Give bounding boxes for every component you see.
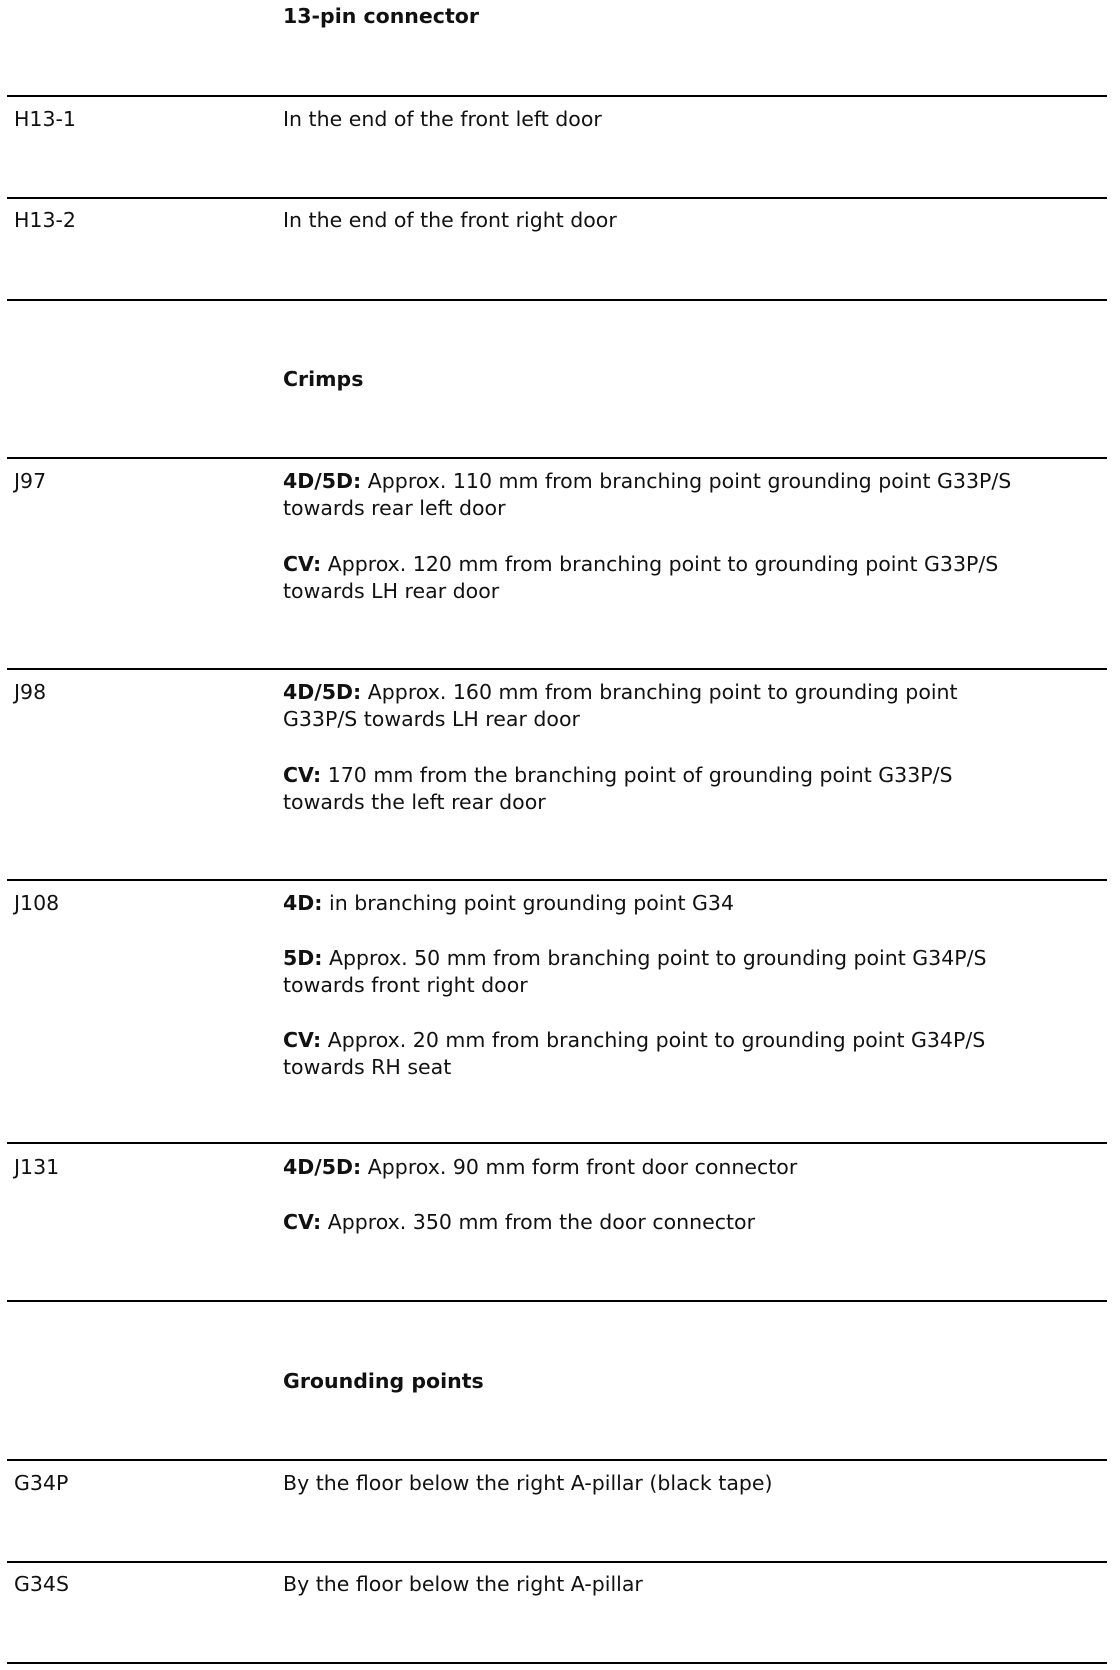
row-entry-j108-5d-cont: towards front right door — [283, 973, 528, 997]
entry-text: Approx. 160 mm from branching point to grounding point — [361, 680, 958, 704]
entry-text: Approx. 90 mm form front door connector — [361, 1155, 798, 1179]
section-heading-13-pin-connector: 13-pin connector — [283, 4, 479, 28]
entry-text: 170 mm from the branching point of grounding point G33P/S — [321, 763, 953, 787]
entry-text: Approx. 110 mm from branching point grounding point G33P/S — [361, 469, 1012, 493]
variant-tag: 4D/5D: — [283, 680, 362, 704]
divider — [7, 1662, 1107, 1664]
row-code-j108: J108 — [14, 891, 60, 915]
row-entry-j97-cv-cont: towards LH rear door — [283, 579, 500, 603]
entry-text: Approx. 20 mm from branching point to grounding point G34P/S — [321, 1028, 986, 1052]
entry-text: Approx. 350 mm from the door connector — [321, 1210, 756, 1234]
row-code-j97: J97 — [14, 469, 47, 493]
divider — [7, 879, 1107, 881]
row-entry-j108-cv-cont: towards RH seat — [283, 1055, 452, 1079]
row-code-j98: J98 — [14, 680, 47, 704]
variant-tag: 4D/5D: — [283, 1155, 362, 1179]
row-entry-j97-4d5d-cont: towards rear left door — [283, 496, 506, 520]
row-code-g34p: G34P — [14, 1471, 69, 1495]
row-code-j131: J131 — [14, 1155, 60, 1179]
row-entry-j98-4d5d — [283, 679, 958, 706]
section-heading-grounding-points: Grounding points — [283, 1369, 484, 1393]
divider — [7, 1459, 1107, 1461]
divider — [7, 299, 1107, 301]
row-entry-j131-4d5d — [283, 1154, 797, 1181]
section-heading-crimps: Crimps — [283, 367, 364, 391]
entry-text: Approx. 120 mm from branching point to grounding point G33P/S — [321, 552, 999, 576]
variant-tag: 4D/5D: — [283, 469, 362, 493]
variant-tag: 5D: — [283, 946, 323, 970]
divider — [7, 1300, 1107, 1302]
row-code-g34s: G34S — [14, 1572, 69, 1596]
row-code-h13-2: H13-2 — [14, 208, 76, 232]
row-entry-j98-cv-cont: towards the left rear door — [283, 790, 546, 814]
variant-tag: CV: — [283, 1210, 322, 1234]
row-description-g34p: By the floor below the right A-pillar (black tape) — [283, 1471, 773, 1495]
row-description-h13-2: In the end of the front right door — [283, 208, 617, 232]
divider — [7, 197, 1107, 199]
divider — [7, 1142, 1107, 1144]
row-description-g34s: By the floor below the right A-pillar — [283, 1572, 643, 1596]
row-entry-j108-cv — [283, 1027, 985, 1054]
variant-tag: CV: — [283, 552, 322, 576]
variant-tag: CV: — [283, 763, 322, 787]
divider — [7, 457, 1107, 459]
variant-tag: 4D: — [283, 891, 323, 915]
row-entry-j98-cv — [283, 762, 953, 789]
row-description-h13-1: In the end of the front left door — [283, 107, 602, 131]
variant-tag: CV: — [283, 1028, 322, 1052]
row-entry-j97-4d5d — [283, 468, 1011, 495]
row-entry-j131-cv — [283, 1209, 755, 1236]
row-entry-j108-5d — [283, 945, 987, 972]
row-entry-j98-4d5d-cont: G33P/S towards LH rear door — [283, 707, 580, 731]
divider — [7, 668, 1107, 670]
row-code-h13-1: H13-1 — [14, 107, 76, 131]
row-entry-j97-cv — [283, 551, 998, 578]
divider — [7, 1561, 1107, 1563]
entry-text: Approx. 50 mm from branching point to grounding point G34P/S — [322, 946, 987, 970]
row-entry-j108-4d — [283, 890, 734, 917]
entry-text: in branching point grounding point G34 — [322, 891, 734, 915]
divider — [7, 95, 1107, 97]
